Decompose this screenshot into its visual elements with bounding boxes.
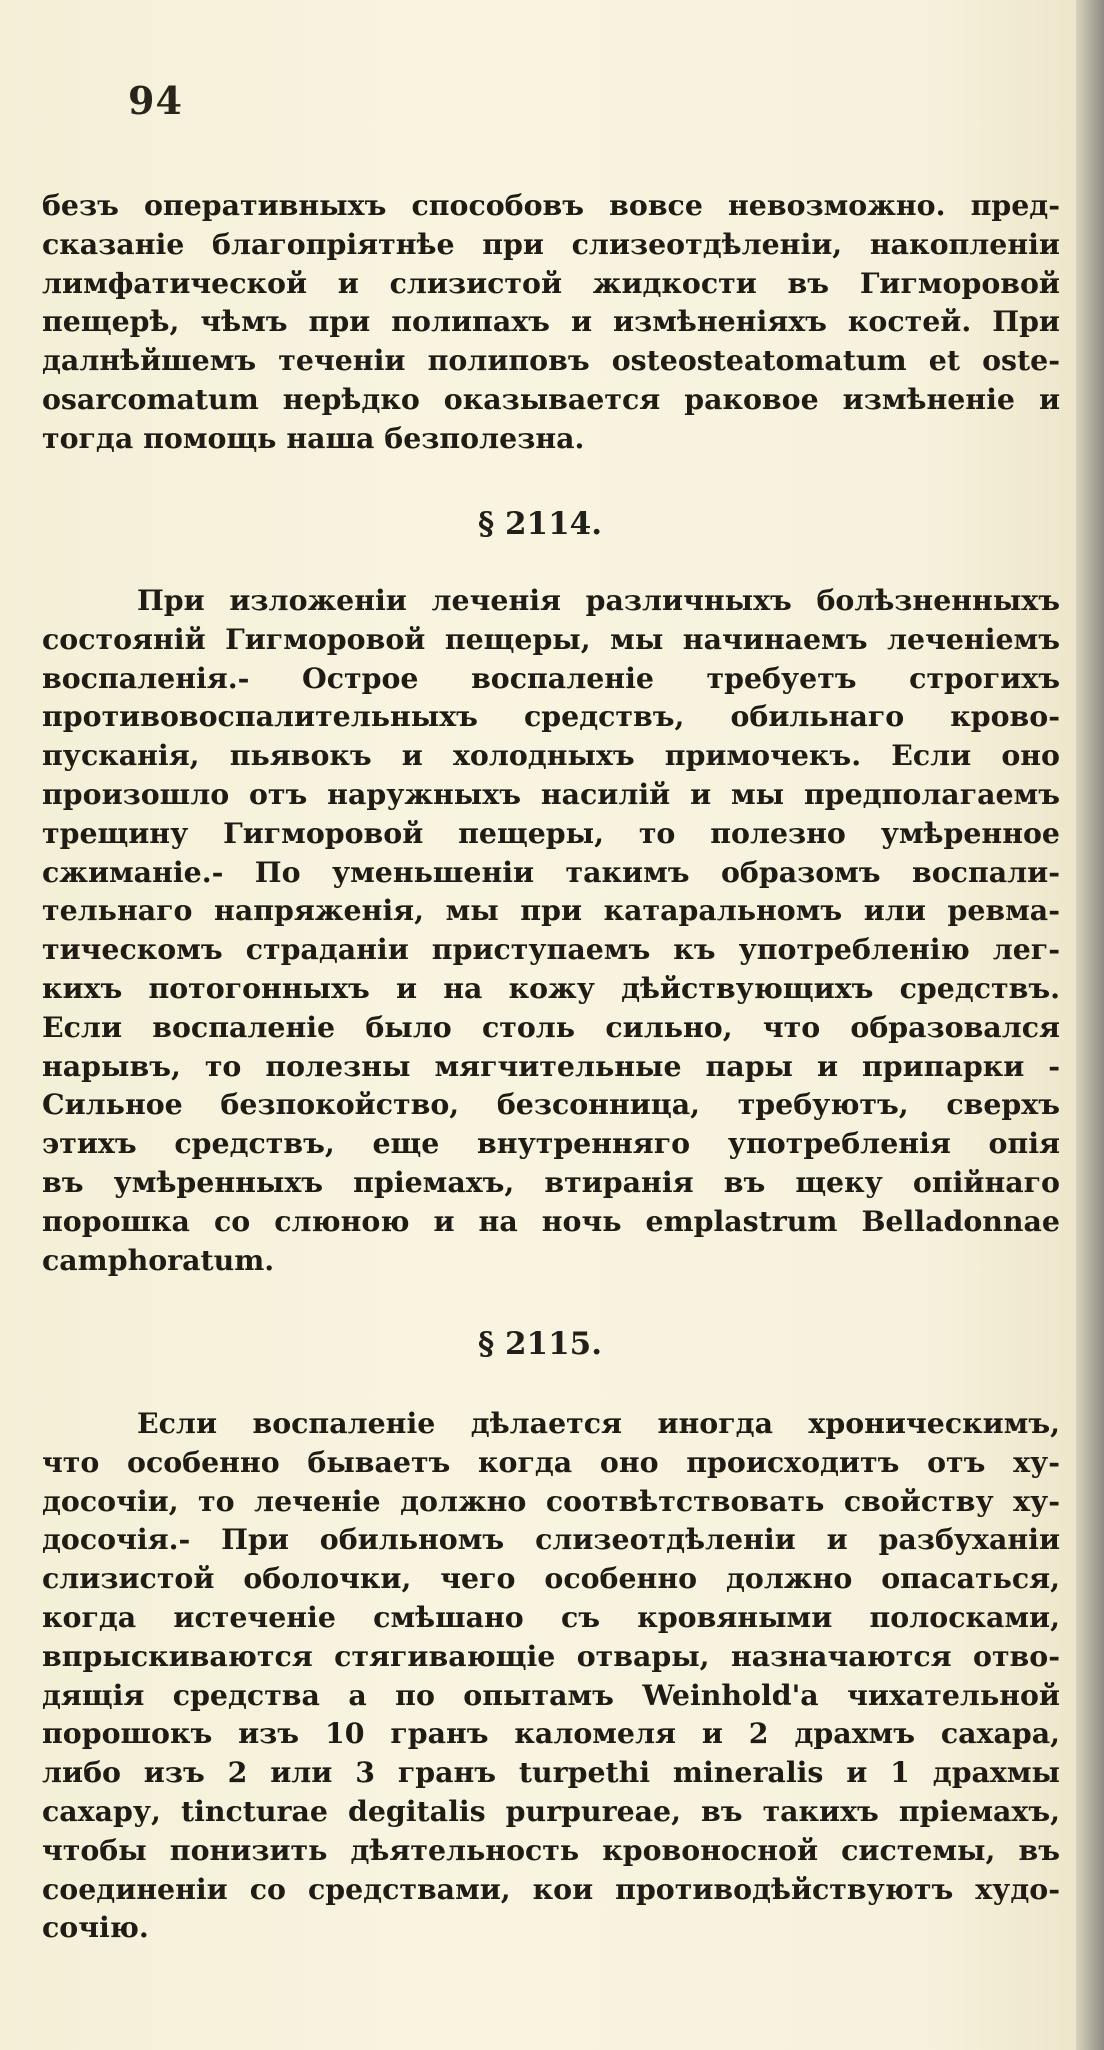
text-line: нарывъ, то полезны мягчительные пары и припарки -: [42, 1048, 1060, 1083]
book-spine-edge: [1076, 0, 1104, 2050]
text-line: пещерѣ, чѣмъ при полипахъ и измѣненіяхъ костей. При: [42, 304, 1060, 339]
text-line: тельнаго напряженія, мы при катаральномъ или ревма-: [42, 893, 1060, 928]
text-line: порошка со слюною и на ночь emplastrum Belladonnae: [42, 1203, 1060, 1238]
text-line: безъ оперативныхъ способовъ вовсе невозможно. пред-: [42, 188, 1060, 222]
page-number: 94: [128, 78, 183, 123]
intro-paragraph: [42, 186, 1060, 458]
text-line: слизистой оболочки, чего особенно должно опасаться,: [42, 1561, 1060, 1596]
text-line: произошло отъ наружныхъ насилій и мы предполагаемъ: [42, 776, 1060, 811]
text-line: тическомъ страданіи приступаемъ къ употребленію лег-: [42, 932, 1060, 967]
text-line: Если воспаленіе дѣлается иногда хроническимъ,: [137, 1406, 1060, 1440]
text-line: когда истеченіе смѣшано съ кровяными полосками,: [42, 1599, 1060, 1634]
text-line: воспаленія.- Острое воспаленіе требуетъ строгихъ: [42, 660, 1060, 695]
section-heading-2114: § 2114.: [477, 506, 603, 542]
text-line: При изложеніи леченія различныхъ болѣзненныхъ: [137, 583, 1060, 617]
text-line: трещину Гигморовой пещеры, то полезно умѣренное: [42, 815, 1060, 850]
section-heading-2115: § 2115.: [477, 1326, 603, 1362]
text-line: либо изъ 2 или 3 гранъ turpethi mineralis и 1 драхмы: [42, 1755, 1060, 1790]
text-line: сахару, tincturae degitalis purpureae, въ такихъ пріемахъ,: [42, 1793, 1060, 1828]
text-line: соединеніи со средствами, кои противодѣйствуютъ худо-: [42, 1871, 1060, 1906]
text-line: досочія.- При обильномъ слизеотдѣленіи и разбуханіи: [42, 1522, 1060, 1557]
text-line: впрыскиваются стягивающіе отвары, назначаются отво-: [42, 1638, 1060, 1673]
text-line: противовоспалительныхъ средствъ, обильнаго крово-: [42, 699, 1060, 734]
text-line: дящія средства а по опытамъ Weinhold'a чихательной: [42, 1677, 1060, 1712]
text-line: сжиманіе.- По уменьшеніи такимъ образомъ воспали-: [42, 854, 1060, 889]
text-line: досочіи, то леченіе должно соотвѣтствовать свойству ху-: [42, 1483, 1060, 1518]
text-line: Сильное безпокойство, безсонница, требуютъ, сверхъ: [42, 1087, 1060, 1122]
text-line: пусканія, пьявокъ и холодныхъ примочекъ. Если оно: [42, 738, 1060, 773]
text-line: чтобы понизить дѣятельность кровоносной системы, въ: [42, 1832, 1060, 1867]
text-line: что особенно бываетъ когда оно происходитъ отъ ху-: [42, 1444, 1060, 1479]
text-line: Если воспаленіе было столь сильно, что образовался: [42, 1009, 1060, 1044]
text-line: лимфатической и слизистой жидкости въ Гигморовой: [42, 265, 1060, 300]
text-line: кихъ потогонныхъ и на кожу дѣйствующихъ средствъ.: [42, 970, 1060, 1005]
text-line: camphoratum.: [42, 1242, 275, 1277]
text-line: въ умѣренныхъ пріемахъ, втиранія въ щеку опійнаго: [42, 1164, 1060, 1199]
text-line: далнѣйшемъ теченіи полиповъ osteosteatomatum et oste-: [42, 343, 1060, 378]
text-line: сочію.: [42, 1910, 149, 1945]
text-line: osarcomatum нерѣдко оказывается раковое измѣненіе и: [42, 381, 1060, 416]
text-line: этихъ средствъ, еще внутренняго употребленія опія: [42, 1126, 1060, 1161]
text-line: сказаніе благопріятнѣе при слизеотдѣленіи, накопленіи: [42, 226, 1060, 261]
text-line: порошокъ изъ 10 гранъ каломеля и 2 драхмъ сахара,: [42, 1716, 1060, 1751]
text-line: тогда помощь наша безполезна.: [42, 420, 585, 455]
section-2114-paragraph: [42, 581, 1060, 1279]
section-2115-paragraph: [42, 1404, 1060, 1947]
text-line: состояній Гигморовой пещеры, мы начинаемъ леченіемъ: [42, 621, 1060, 656]
